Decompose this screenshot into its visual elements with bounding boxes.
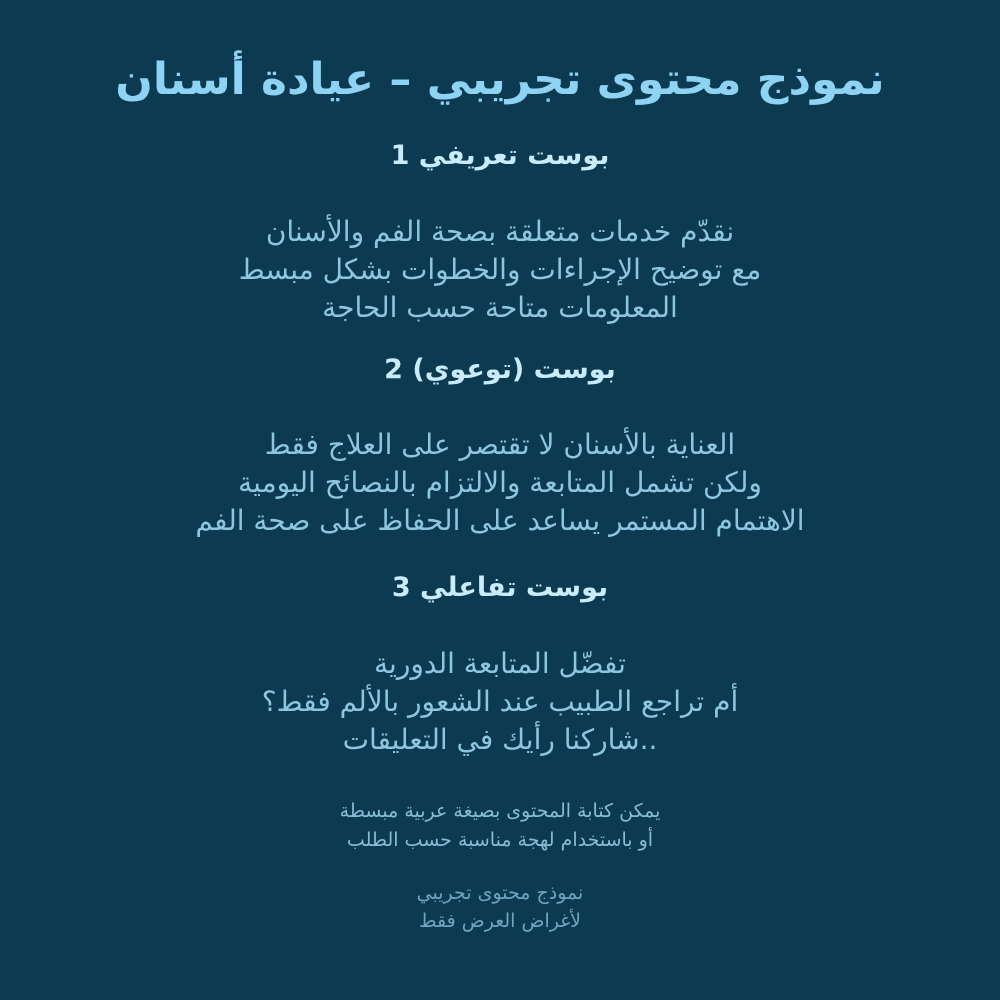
footer-line: نموذج محتوى تجريبي — [416, 882, 584, 904]
post-text-line: تفضّل المتابعة الدورية — [374, 647, 626, 680]
post-text-line: أم تراجع الطبيب عند الشعور بالألم فقط؟ — [261, 685, 739, 718]
post-heading: بوست تعريفي 1 — [390, 140, 610, 171]
post-heading: بوست تفاعلي 3 — [391, 572, 609, 603]
post-text-line: ..شاركنا رأيك في التعليقات — [342, 723, 658, 756]
post-text-line: نقدّم خدمات متعلقة بصحة الفم والأسنان — [265, 215, 735, 248]
post-heading: بوست (توعوي) 2 — [384, 354, 616, 385]
page-title: نموذج محتوى تجريبي – عيادة أسنان — [115, 54, 885, 105]
note-line: أو باستخدام لهجة مناسبة حسب الطلب — [346, 829, 654, 851]
footer-line: لأغراض العرض فقط — [418, 910, 581, 932]
post-text-line: العناية بالأسنان لا تقتصر على العلاج فقط — [264, 428, 736, 461]
post-text-line: ولكن تشمل المتابعة والالتزام بالنصائح اليومية — [238, 466, 762, 499]
post-text-line: الاهتمام المستمر يساعد على الحفاظ على صحة الفم — [195, 504, 805, 537]
post-text-line: المعلومات متاحة حسب الحاجة — [322, 291, 678, 324]
post-text-line: مع توضيح الإجراءات والخطوات بشكل مبسط — [238, 253, 762, 286]
note-line: يمكن كتابة المحتوى بصيغة عربية مبسطة — [339, 800, 661, 822]
